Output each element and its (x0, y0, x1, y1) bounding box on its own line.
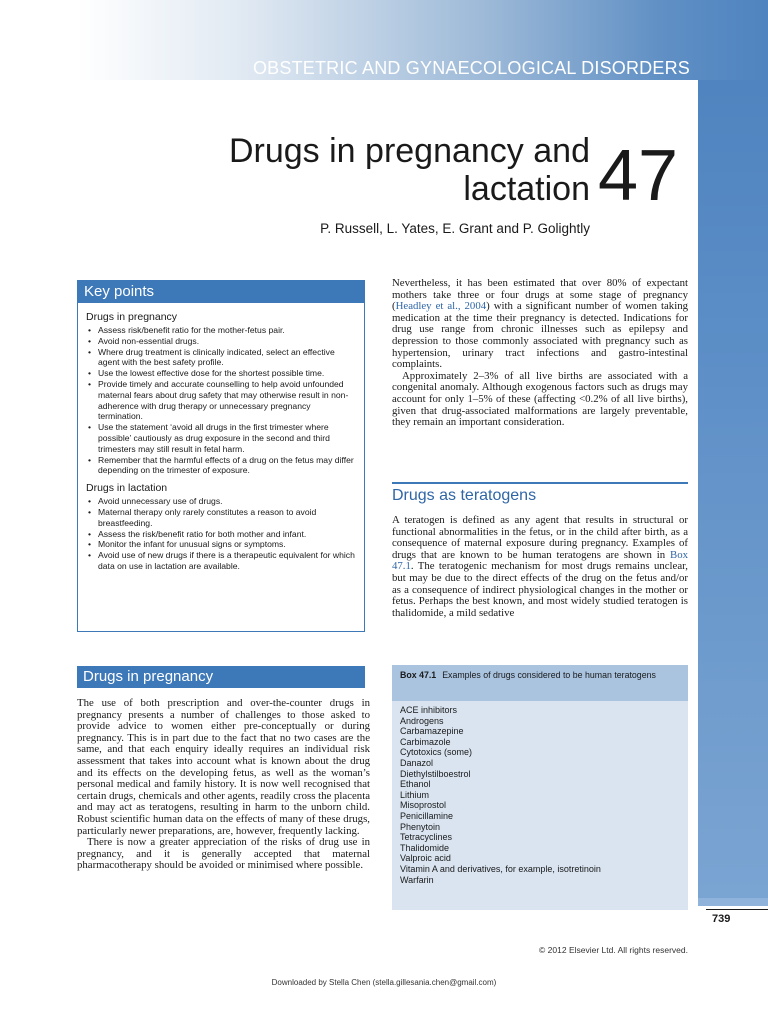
list-item: • Remember that the harmful effects of a drug on the fetus may differ depending on the trimester of exposure. (88, 454, 354, 476)
box-reference-link[interactable]: Box 47.1 (392, 548, 688, 573)
list-item: Danazol (400, 757, 434, 768)
list-item: • Avoid non-essential drugs. (88, 335, 200, 346)
chapter-title (120, 132, 590, 208)
list-item: Carbamazepine (400, 726, 464, 737)
key-points-box (77, 280, 365, 632)
list-item: Warfarin (400, 874, 434, 885)
list-item: • Maternal therapy only rarely constitutes a reason to avoid breastfeeding. (88, 506, 317, 528)
list-item: Carbimazole (400, 736, 451, 747)
key-points-title: Key points (78, 281, 364, 303)
download-note: Downloaded by Stella Chen (stella.gillesania.chen@gmail.com) (271, 978, 497, 987)
list-item: • Where drug treatment is clinically indicated, select an effective agent with the best safety profile. (88, 346, 335, 368)
key-points-lactation-heading: Drugs in lactation (86, 482, 168, 495)
list-item: • Use the lowest effective dose for the shortest possible time. (88, 368, 325, 379)
list-item: • Provide timely and accurate counselling to help avoid unfounded maternal fears about drug safety that may otherwise result in non-adherence with drug therapy or unnecessary pregnancy termination. (88, 378, 349, 422)
side-color-bar (698, 80, 768, 898)
key-points-pregnancy-list (86, 325, 356, 476)
list-item: Vitamin A and derivatives, for example, isotretinoin (400, 863, 601, 874)
list-item: Phenytoin (400, 821, 441, 832)
list-item: • Avoid unnecessary use of drugs. (88, 496, 223, 507)
body-text-right-top: Nevertheless, it has been estimated that over 80% of expectant mothers take three or four drugs at some stage of pregnancy (Headley et al., 2004) with a significant number of women taking medication at the time their pregnancy is detected. Indications for drug use range from chronic illnesses such as epilepsy and depression to those commonly associated with pregnancy such as hypertension, urinary tract infections and gastro-intestinal complaints. Approximately 2–3% of all live births are associated with a congenital anomaly. Although exogenous factors such as drugs may account for only 1–5% of these (affecting <0.2% of all live births), given that drug-associated malformations are largely preventable, they remain an important consideration. (392, 277, 688, 429)
list-item: • Use the statement ‘avoid all drugs in the first trimester where possible’ cautiously as drug exposure in the second and third trimesters may still result in fetal harm. (88, 422, 330, 454)
side-color-bar-end (698, 898, 768, 906)
paragraph: Approximately 2–3% of all live births are associated with a congenital anomaly. Although exogenous factors such as drugs may account for only 1–5% of these (affecting <0.2% of all live births), given that drug-associated malformations are largely preventable, they remain an important consideration. (392, 369, 688, 429)
key-points-pregnancy-heading: Drugs in pregnancy (86, 311, 178, 323)
chapter-title-line-2: lactation (463, 170, 590, 208)
list-item: Tetracyclines (400, 832, 453, 843)
list-item: Misoprostol (400, 800, 447, 811)
section-label: OBSTETRIC AND GYNAECOLOGICAL DISORDERS (252, 58, 690, 78)
page-number: 739 (712, 913, 731, 925)
section-rule (392, 482, 688, 484)
list-item: Lithium (400, 789, 430, 800)
list-item: Diethylstilboestrol (400, 768, 471, 779)
page-number-rule (706, 909, 768, 910)
body-text-left (77, 698, 370, 872)
list-item: • Monitor the infant for unusual signs or symptoms. (88, 539, 286, 550)
section-heading-drugs-in-pregnancy: Drugs in pregnancy (77, 666, 365, 688)
list-item: ACE inhibitors (400, 705, 458, 715)
box-header (392, 665, 688, 701)
body-text-right-teratogens: A teratogen is defined as any agent that results in structural or functional abnormalities in the fetus, or in the child after birth, as a consequence of maternal exposure during pregnancy. Examples of drugs that are known to be human teratogens are shown in Box 47.1. The teratogenic mechanism for most drugs remains unclear, but may be due to the direct effects of the drug on the fetus and/or as a consequence of indirect physiological changes in the mother or fetus. Perhaps the best known, and most widely studied teratogen is thalidomide, a mild sedative (392, 514, 688, 619)
list-item: Penicillamine (400, 810, 454, 821)
key-points-lactation-list (86, 496, 356, 572)
list-item: • Avoid use of new drugs if there is a therapeutic equivalent for which data on use in lactation are available. (88, 550, 355, 571)
list-item: Thalidomide (400, 842, 450, 853)
authors: P. Russell, L. Yates, E. Grant and P. Golightly (320, 221, 590, 236)
chapter-title-line-1: Drugs in pregnancy and (228, 132, 590, 170)
box-caption: Examples of drugs considered to be human teratogens (442, 670, 656, 680)
box-47-1 (392, 665, 688, 910)
list-item: • Assess risk/benefit ratio for the mother-fetus pair. (88, 325, 285, 335)
list-item: Cytotoxics (some) (400, 747, 473, 758)
list-item: Androgens (400, 715, 444, 726)
list-item: Valproic acid (400, 853, 451, 864)
citation-link[interactable]: Headley et al., 2004 (395, 300, 487, 313)
chapter-number: 47 (598, 136, 679, 216)
teratogen-list (392, 701, 688, 889)
list-item: • Assess the risk/benefit ratio for both mother and infant. (88, 528, 307, 539)
box-label: Box 47.1 (400, 670, 437, 680)
copyright: © 2012 Elsevier Ltd. All rights reserved. (539, 945, 688, 955)
section-heading-teratogens: Drugs as teratogens (392, 487, 537, 504)
paragraph: There is now a greater appreciation of the risks of drug use in pregnancy, and it is generally accepted that maternal pharmacotherapy should be avoided or minimised where possible. (77, 836, 370, 872)
list-item: Ethanol (400, 779, 431, 790)
paragraph: The use of both prescription and over-the-counter drugs in pregnancy presents a number of challenges to those asked to provide advice to women either pre-conceptually or during pregnancy. This is in part due to the fact that no two cases are the same, and that each enquiry ideally requires an individual risk assessment that takes into account what is known about the drug and its effects on the developing fetus, as well as the woman’s personal medical and family history. It is now well recognised that certain drugs, chemicals and other agents, readily cross the placenta and may act as teratogens, resulting in harm to the unborn child. Robust scientific human data on the effects of many of these drugs, particularly newer preparations, are, however, frequently lacking. (77, 697, 370, 837)
